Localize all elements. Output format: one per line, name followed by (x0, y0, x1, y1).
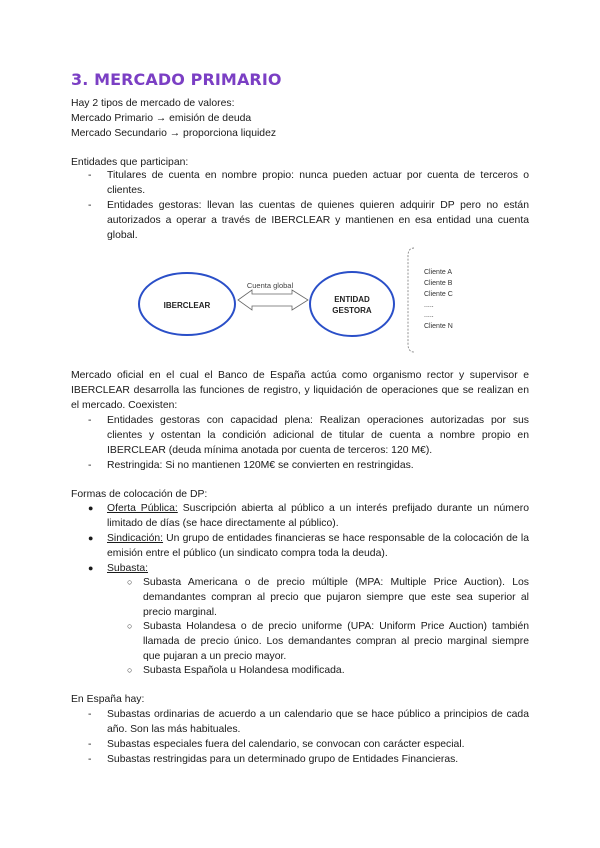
dash-marker: - (88, 200, 92, 211)
client-label: Cliente N (424, 323, 453, 330)
dash-marker: - (88, 170, 92, 181)
clients-brace (408, 248, 414, 352)
dash-marker: - (88, 460, 92, 471)
list-item (88, 752, 529, 767)
circle-marker: ○ (127, 665, 133, 675)
sub-list-item-text: Subasta Holandesa o de precio uniforme (UPA: Uniform Price Auction) también llamada de precio único. Los demandantes compran al precio marginal siempre que pujaran a un precio mayor. (143, 621, 529, 662)
dash-marker: - (88, 739, 92, 750)
sindicacion-label: Sindicación: (107, 533, 164, 544)
mercado-oficial-paragraph: Mercado oficial en el cual el Banco de España actúa como organismo rector y supervisor e IBERCLEAR desarrolla las funciones de registro, y liquidación de operaciones que se realizan en el mercado. Coexisten: (71, 370, 529, 411)
sindicacion-text: Un grupo de entidades financieras se hace responsable de la colocación de la emisión entre el público (un sindicato compra toda la deuda). (107, 533, 529, 559)
list-item (88, 531, 529, 561)
list-item (88, 737, 529, 752)
list-item (88, 561, 529, 576)
bullet-marker: ● (88, 503, 94, 513)
gestora-label: GESTORA (332, 306, 372, 315)
intro-line: Hay 2 tipos de mercado de valores: (71, 98, 235, 109)
section-title: 3. MERCADO PRIMARIO (71, 70, 282, 89)
sub-list-item (127, 575, 529, 620)
list-item-text: Restringida: Si no mantienen 120M€ se convierten en restringidas. (107, 460, 414, 471)
list-item-text: Subastas restringidas para un determinado grupo de Entidades Financieras. (107, 754, 459, 765)
formas-heading: Formas de colocación de DP: (71, 489, 208, 500)
list-item-text: Subastas especiales fuera del calendario, se convocan con carácter especial. (107, 739, 465, 750)
list-item (88, 458, 529, 473)
bullet-marker: ● (88, 563, 94, 573)
entidad-gestora-ellipse (310, 272, 394, 336)
entidades-heading: Entidades que participan: (71, 157, 189, 168)
client-label: Cliente A (424, 269, 453, 276)
sub-list-item (127, 619, 529, 664)
sub-list-item-text: Subasta Española u Holandesa modificada. (143, 665, 345, 676)
intro-line: Mercado Primario → emisión de deuda (71, 113, 252, 124)
dash-marker: - (88, 709, 92, 720)
list-item-text: Subastas ordinarias de acuerdo a un calendario que se hace público a principios de cada año. Son las más habituales. (107, 709, 529, 735)
list-item (88, 707, 529, 737)
client-label: Cliente B (424, 280, 453, 287)
circle-marker: ○ (127, 577, 133, 587)
dash-marker: - (88, 415, 92, 426)
list-item (88, 501, 529, 531)
entidad-label: ENTIDAD (334, 295, 370, 304)
espana-heading: En España hay: (71, 694, 145, 705)
list-item-text: Entidades gestoras con capacidad plena: Realizan operaciones autorizadas por sus clientes y ostentan la condición adicional de titular de cuenta a nombre propio en IBERCLEAR (deuda mínima anotada por cuenta de terceros: 120 M€). (107, 415, 529, 456)
list-item-text: Titulares de cuenta en nombre propio: nunca pueden actuar por cuenta de terceros o clientes. (107, 170, 529, 196)
list-item-text: Entidades gestoras: llevan las cuentas de quienes quieren adquirir DP pero no están autorizados a operar a través de IBERCLEAR y mantienen en esa entidad una cuenta global. (107, 200, 529, 241)
list-item (88, 168, 529, 198)
double-arrow (238, 290, 308, 310)
oferta-publica-label: Oferta Pública: (107, 503, 178, 514)
cuenta-global-label: Cuenta global (246, 281, 294, 290)
client-label: Cliente C (424, 291, 453, 298)
sub-list-item (127, 663, 529, 678)
client-label: ..... (424, 302, 434, 309)
sub-list-item-text: Subasta Americana o de precio múltiple (MPA: Multiple Price Auction). Los demandantes compran al precio que pujaron siempre que este sea superior al precio marginal. (143, 577, 529, 618)
intro-line: Mercado Secundario → proporciona liquidez (71, 128, 277, 139)
dash-marker: - (88, 754, 92, 765)
client-label: ..... (424, 312, 434, 319)
iberclear-label: IBERCLEAR (163, 301, 211, 310)
bullet-marker: ● (88, 533, 94, 543)
subasta-label: Subasta: (107, 563, 149, 574)
iberclear-diagram (130, 244, 470, 356)
list-item (88, 198, 529, 243)
circle-marker: ○ (127, 621, 133, 631)
oferta-publica-text: Suscripción abierta al público a un interés prefijado durante un número limitado de días (se hace directamente al público). (107, 503, 529, 529)
list-item (88, 413, 529, 458)
